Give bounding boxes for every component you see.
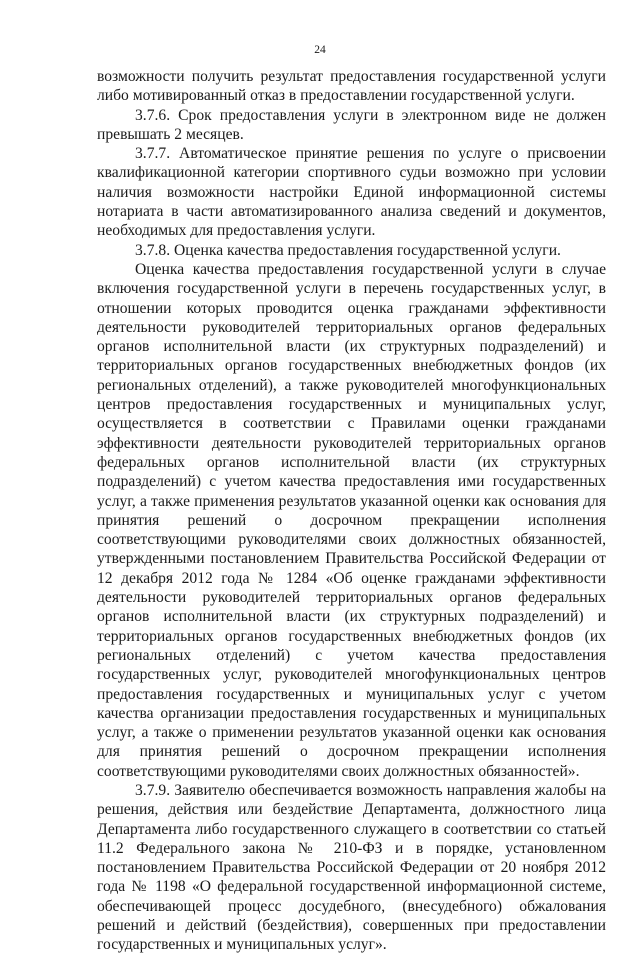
paragraph-continuation: возможности получить результат предоставления государственной услуги либо мотивированный отказ в предоставлении государственной услуги. xyxy=(97,68,606,105)
paragraph-3-7-6: 3.7.6. Срок предоставления услуги в электронном виде не должен превышать 2 месяцев. xyxy=(97,106,606,143)
paragraph-3-7-8: 3.7.8. Оценка качества предоставления государственной услуги. xyxy=(135,241,561,259)
page-number: 24 xyxy=(314,44,326,56)
body-text xyxy=(97,67,606,955)
paragraph-3-7-9: 3.7.9. Заявителю обеспечивается возможность направления жалобы на решения, действия или бездействие Департамента, должностного лица Департамента либо государственного служащего в соответствии со статьей 11.2 Федерального закона № 210-ФЗ и в порядке, установленном постановлением Правительства Российской Федерации от 20 ноября 2012 года № 1198 «О федеральной государственной информационной системе, обеспечивающей процесс досудебного, (внесудебного) обжалования решений и действий (бездействия), совершенных при предоставлении государственных и муниципальных услуг». xyxy=(97,781,606,954)
paragraph-3-7-7: 3.7.7. Автоматическое принятие решения по услуге о присвоении квалификационной категории спортивного судьи возможно при условии наличия возможности настройки Единой информационной системы нотариата в части автоматизированного анализа сведений и документов, необходимых для предоставления услуги. xyxy=(97,145,606,240)
paragraph-quality-assessment: Оценка качества предоставления государственной услуги в случае включения государственной услуги в перечень государственных услуг, в отношении которых проводится оценка гражданами эффективности деятельности руководителей территориальных органов федеральных органов исполнительной власти (их структурных подразделений) и территориальных органов государственных внебюджетных фондов (их региональных отделений), а также руководителей многофункциональных центров предоставления государственных и муниципальных услуг, осуществляется в соответствии с Правилами оценки гражданами эффективности деятельности руководителей территориальных органов федеральных органов исполнительной власти (их структурных подразделений) с учетом качества предоставления ими государственных услуг, а также применения результатов указанной оценки как основания для принятия решений о досрочном прекращении исполнения соответствующими руководителями своих должностных обязанностей, утвержденными постановлением Правительства Российской Федерации от 12 декабря 2012 года № 1284 «Об оценке гражданами эффективности деятельности руководителей территориальных органов федеральных органов исполнительной власти (их структурных подразделений) и территориальных органов государственных внебюджетных фондов (их региональных отделений) с учетом качества предоставления государственных услуг, руководителей многофункциональных центров предоставления государственных и муниципальных услуг с учетом качества организации предоставления государственных и муниципальных услуг, а также о применении результатов указанной оценки как основания для принятия решений о досрочном прекращении исполнения соответствующими руководителями своих должностных обязанностей». xyxy=(97,260,606,780)
